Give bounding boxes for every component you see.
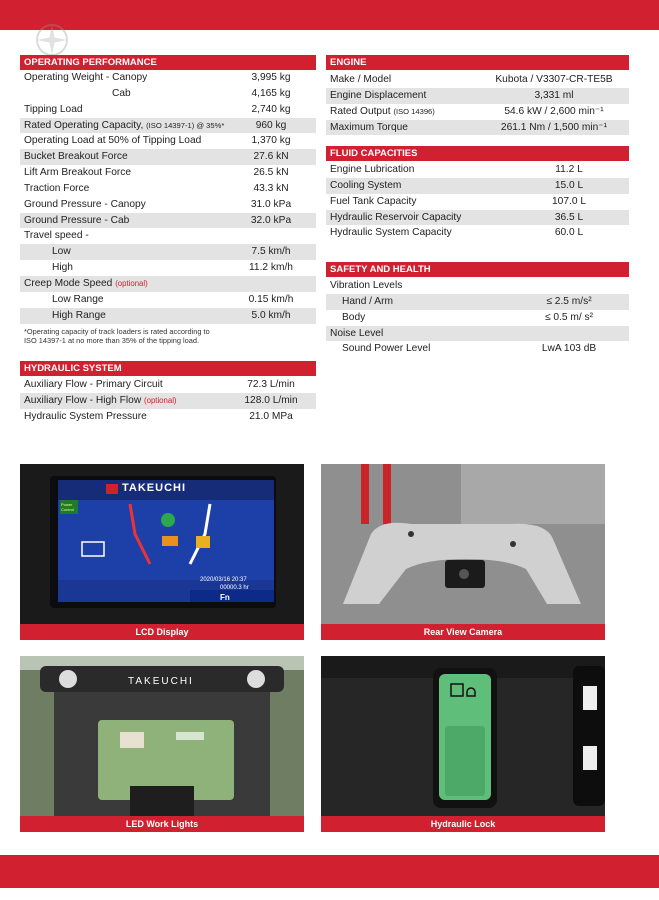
spec-row	[20, 228, 316, 244]
spec-label	[326, 162, 509, 178]
spec-row	[20, 409, 316, 425]
spec-label	[326, 326, 509, 342]
rear-view-camera-photo	[321, 464, 605, 640]
spec-value: 60.0 L	[554, 227, 584, 239]
rear-view-camera-image	[321, 464, 605, 624]
spec-label	[326, 120, 479, 136]
spec-label	[326, 72, 479, 88]
spec-label	[20, 409, 226, 425]
spec-row	[20, 181, 316, 197]
spec-row	[20, 102, 316, 118]
bottom-banner	[0, 855, 659, 888]
spec-value: 3,331 ml	[534, 89, 574, 101]
spec-label-text: Creep Mode Speed	[24, 277, 116, 289]
spec-label-text: Maximum Torque	[330, 121, 408, 133]
spec-label-text: Vibration Levels	[330, 280, 403, 291]
spec-label-text: High	[52, 262, 73, 274]
spec-label	[326, 310, 509, 326]
spec-row	[326, 194, 629, 210]
spec-value: ≤ 0.5 m/ s²	[544, 311, 594, 323]
spec-label	[326, 278, 509, 294]
spec-value: 26.5 kN	[253, 167, 289, 179]
spec-value	[509, 278, 629, 294]
spec-value: 960 kg	[255, 119, 287, 131]
lights-brand-text: TAKEUCHI	[128, 676, 194, 687]
spec-value: 1,370 kg	[251, 135, 291, 147]
spec-row	[20, 70, 316, 86]
spec-label	[20, 308, 226, 324]
spec-label-text: Bucket Breakout Force	[24, 151, 128, 163]
spec-value: 72.3 L/min	[247, 379, 295, 390]
spec-row	[20, 276, 316, 292]
section-title: OPERATING PERFORMANCE	[20, 55, 316, 70]
spec-label-text: Fuel Tank Capacity	[330, 195, 417, 207]
spec-label	[20, 292, 226, 308]
spec-label-text: Hydraulic System Capacity	[330, 227, 452, 239]
spec-label-text: Cooling System	[330, 179, 402, 191]
spec-label	[20, 181, 226, 197]
hydraulic-lock-image	[321, 656, 605, 816]
spec-label-text: Rated Operating Capacity,	[24, 119, 147, 131]
spec-value: 31.0 kPa	[250, 198, 292, 210]
spec-row	[326, 210, 629, 226]
spec-value: 11.2 km/h	[249, 262, 293, 274]
spec-label-text: Low Range	[52, 293, 104, 305]
lcd-display-photo	[20, 464, 304, 640]
spec-label	[20, 86, 226, 102]
spec-label	[326, 178, 509, 194]
spec-row	[20, 133, 316, 149]
spec-label-text: Sound Power Level	[342, 343, 431, 355]
brand-logo-watermark	[32, 22, 72, 58]
hydraulic-lock-photo	[321, 656, 605, 832]
photo-caption: Rear View Camera	[321, 624, 605, 640]
spec-row	[326, 294, 629, 310]
spec-value: 54.6 kW / 2,600 min⁻¹	[504, 105, 604, 117]
spec-label	[20, 197, 226, 213]
spec-label	[326, 341, 509, 357]
spec-row	[20, 213, 316, 229]
spec-label	[20, 213, 226, 229]
optional-tag: (optional)	[144, 395, 177, 405]
section-title: SAFETY AND HEALTH	[326, 262, 629, 277]
spec-row	[326, 225, 629, 241]
spec-row	[20, 244, 316, 260]
spec-label	[20, 377, 226, 393]
spec-value: 4,165 kg	[251, 87, 291, 99]
spec-label	[20, 118, 226, 134]
spec-row	[20, 118, 316, 134]
footnote: *Operating capacity of track loaders is rated according to ISO 14397-1 at no more than 35% of the tipping load.	[24, 326, 210, 345]
spec-label-text: Engine Displacement	[330, 89, 427, 101]
spec-row	[326, 120, 629, 136]
spec-value	[226, 228, 316, 244]
spec-value: 2,740 kg	[251, 103, 291, 115]
spec-row	[20, 308, 316, 324]
spec-label-text: High Range	[52, 309, 106, 321]
spec-label-note: (ISO 14397-1) @ 35%*	[146, 120, 225, 130]
spec-label	[326, 194, 509, 210]
spec-row	[326, 88, 629, 104]
spec-row	[326, 104, 629, 120]
section-title: FLUID CAPACITIES	[326, 146, 629, 161]
spec-value: 107.0 L	[552, 195, 586, 207]
spec-label-text: Travel speed -	[24, 230, 89, 242]
spec-label-text: Noise Level	[330, 327, 384, 339]
spec-value: 36.5 L	[554, 211, 584, 223]
section-title: ENGINE	[326, 55, 629, 70]
spec-label-text: Operating Load at 50% of Tipping Load	[24, 135, 202, 147]
spec-value: 43.3 kN	[253, 182, 289, 194]
spec-value: 32.0 kPa	[250, 214, 292, 226]
spec-label	[326, 210, 509, 226]
spec-value: 0.15 km/h	[248, 293, 294, 305]
lcd-brand-text: TAKEUCHI	[122, 482, 187, 494]
spec-value: 21.0 MPa	[249, 410, 293, 422]
spec-label	[20, 133, 226, 149]
spec-value: 11.2 L	[555, 164, 583, 175]
spec-value: 7.5 km/h	[251, 246, 291, 258]
spec-label-text: Body	[342, 311, 366, 323]
spec-label	[20, 244, 226, 260]
spec-value	[509, 326, 629, 342]
spec-label	[20, 149, 226, 165]
spec-label	[326, 88, 479, 104]
spec-value: Kubota / V3307-CR-TE5B	[495, 74, 613, 85]
spec-label	[20, 393, 226, 409]
spec-label	[20, 228, 226, 244]
spec-row	[20, 292, 316, 308]
photo-caption: Hydraulic Lock	[321, 816, 605, 832]
spec-label-text: Ground Pressure - Cab	[24, 214, 130, 226]
spec-row	[326, 72, 629, 88]
spec-label	[20, 102, 226, 118]
spec-value: LwA 103 dB	[541, 343, 597, 355]
spec-label-text: Operating Weight - Canopy	[24, 72, 148, 83]
photo-caption: LCD Display	[20, 624, 304, 640]
spec-label	[20, 165, 226, 181]
spec-row	[20, 377, 316, 393]
lcd-power-text: Power Control	[61, 502, 74, 512]
lcd-hours-text: 00000.3 hr	[220, 585, 249, 591]
section-title: HYDRAULIC SYSTEM	[20, 361, 316, 376]
spec-row	[20, 393, 316, 409]
spec-label	[326, 294, 509, 310]
spec-label-text: Cab	[112, 87, 131, 99]
spec-row	[326, 178, 629, 194]
photo-caption: LED Work Lights	[20, 816, 304, 832]
spec-label-text: Rated Output	[330, 105, 394, 117]
spec-label	[20, 276, 226, 292]
engine-section	[326, 55, 629, 135]
spec-label-text: Auxiliary Flow - High Flow	[24, 394, 145, 406]
spec-label	[326, 104, 479, 120]
spec-label-note: (ISO 14396)	[393, 106, 435, 116]
spec-row	[326, 310, 629, 326]
spec-row	[20, 260, 316, 276]
operating-performance-section	[20, 55, 316, 346]
spec-value: 5.0 km/h	[251, 309, 291, 321]
spec-row	[20, 165, 316, 181]
spec-label-text: Traction Force	[24, 182, 90, 194]
spec-value	[226, 276, 316, 292]
spec-label-text: Ground Pressure - Canopy	[24, 198, 146, 210]
spec-label-text: Hand / Arm	[342, 295, 393, 307]
spec-value: 261.1 Nm / 1,500 min⁻¹	[500, 121, 608, 133]
optional-tag: (optional)	[115, 278, 148, 288]
spec-value: 3,995 kg	[251, 72, 291, 83]
spec-label	[326, 225, 509, 241]
spec-label-text: Auxiliary Flow - Primary Circuit	[24, 379, 163, 390]
spec-row	[326, 326, 629, 342]
top-banner	[0, 0, 659, 30]
safety-health-section	[326, 262, 629, 357]
hydraulic-system-section	[20, 361, 316, 425]
led-work-lights-photo	[20, 656, 304, 832]
spec-label-text: Tipping Load	[24, 103, 83, 115]
spec-label-text: Hydraulic System Pressure	[24, 410, 147, 422]
spec-row	[20, 86, 316, 102]
spec-row	[20, 149, 316, 165]
spec-label-text: Engine Lubrication	[330, 164, 415, 175]
spec-row	[326, 278, 629, 294]
spec-value: ≤ 2.5 m/s²	[546, 295, 592, 307]
spec-row	[326, 341, 629, 357]
spec-row	[20, 197, 316, 213]
spec-label	[20, 70, 226, 86]
lcd-date-text: 2020/03/16 20:37	[200, 577, 247, 583]
spec-value: 128.0 L/min	[244, 394, 298, 406]
spec-label-text: Make / Model	[330, 74, 392, 85]
spec-label-text: Hydraulic Reservoir Capacity	[330, 211, 462, 223]
lcd-fn-text: Fn	[220, 593, 230, 602]
spec-row	[326, 162, 629, 178]
spec-label	[20, 260, 226, 276]
spec-value: 15.0 L	[554, 179, 584, 191]
spec-label-text: Low	[52, 246, 71, 258]
fluid-capacities-section	[326, 146, 629, 241]
spec-value: 27.6 kN	[253, 151, 289, 163]
spec-label-text: Lift Arm Breakout Force	[24, 167, 132, 179]
